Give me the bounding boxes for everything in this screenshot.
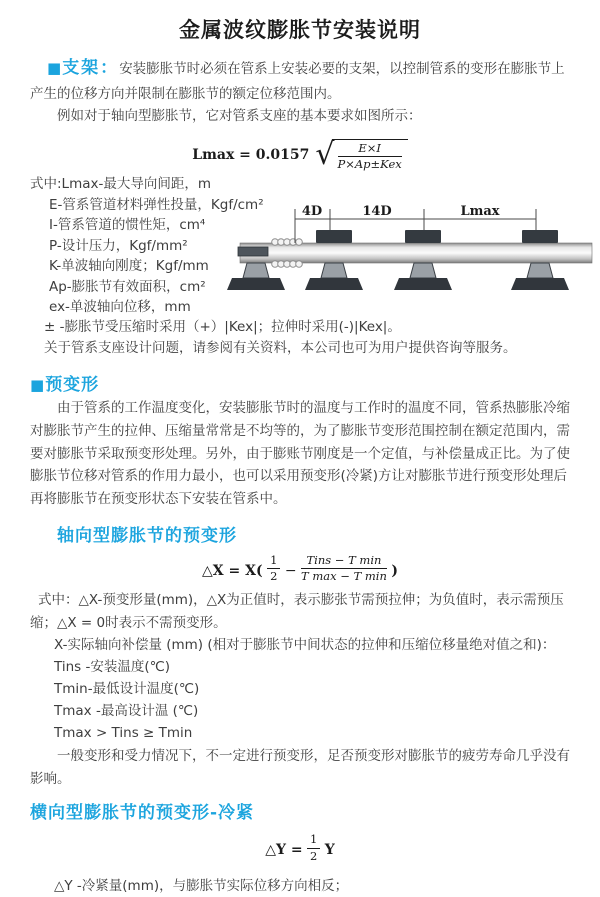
definition-item: 式中:Lmax-最大导向间距，m [30, 176, 212, 193]
minus-sign: − [284, 562, 297, 579]
section-square-icon: ■ [47, 59, 62, 77]
definition-item: Tmin-最低设计温度(℃) [54, 681, 200, 698]
axial-definitions-list [30, 635, 570, 744]
pipe-support-diagram [238, 201, 594, 301]
lmax-formula-numerator: E×I [338, 142, 402, 157]
lateral-formula-rhs: Y [324, 842, 335, 859]
axial-note: 一般变形和受力情况下，不一定进行预变形，足否预变形对膨胀节的疲劳寿命几乎没有影响。 [30, 748, 570, 787]
lmax-formula [30, 139, 570, 171]
lateral-note: △Y -冷紧量(mm)，与膨胀节实际位移方向相反； [54, 877, 349, 894]
axial-formula-lhs: △X = X( [202, 562, 263, 579]
dimension-label-14d: 14D [362, 204, 392, 220]
document-page [0, 14, 600, 897]
temp-frac-denominator: T max − T min [301, 568, 387, 583]
support-section-paragraph [30, 54, 570, 105]
frac-two: 2 [310, 848, 318, 863]
definition-item: Tmax -最高设计温 (℃) [54, 703, 199, 720]
radical-sign: √ [315, 137, 335, 173]
support-section-heading: 支架： [62, 58, 120, 78]
definition-item: Tins -安装温度(℃) [54, 659, 171, 676]
support-intro-text: 安装膨胀节时必须在管系上安装必要的支架，以控制管系的变形在膨胀节上产生的位移方向并限制在膨胀节的额定位移范围内。 [30, 61, 565, 102]
definition-item: X-实际轴向补偿量 (mm) (相对于膨胀节中间状态的拉伸和压缩位移量绝对值之和)： [54, 637, 556, 654]
predeform-section-heading: ■预变形 [30, 375, 100, 396]
axial-formula [30, 554, 570, 583]
lmax-formula-lhs: Lmax = 0.0157 [192, 147, 310, 164]
page-title: 金属波纹膨胀节安装说明 [179, 18, 421, 42]
definition-item: E-管系管道材料弹性投量，Kgf/cm² [49, 196, 264, 213]
axial-formula-rhs: ) [391, 562, 398, 579]
lateral-formula [30, 833, 570, 862]
lateral-formula-lhs: △Y = [265, 842, 303, 859]
predeform-paragraph: 由于管系的工作温度变化，安装膨胀节时的温度与工作时的温度不同，管系热膨胀冷缩对膨胀节产生的拉伸、压缩量常常是不均等的，为了膨胀节变形范围控制在额定范围内，需要对膨胀节采取预变形处理。另外，由于膨账节刚度是一个定值，与补偿量成正比。为了使膨胀节位移对管系的作用力最小，也可以采用预变形(冷紧)方让对膨胀节进行预变形处理后再将膨胀节在预变形状态下安装在管系中。 [30, 400, 570, 507]
temp-frac-numerator: Tins − T min [301, 554, 387, 569]
lateral-subsection-heading: 横向型膨胀节的预变形-冷紧 [30, 803, 255, 824]
definition-item: Ap-膨胀节有效面积，cm² [49, 278, 206, 295]
definition-item: Tmax > Tins ≥ Tmin [54, 725, 193, 742]
dimension-label-4d: 4D [301, 204, 323, 220]
definition-item: ± -膨胀节受压缩时采用（+）|Kex|；拉伸时采用(-)|Kex|。 [44, 319, 401, 336]
support-example-text: 例如对于轴向型膨胀节，它对管系支座的基本要求如图所示： [57, 108, 422, 125]
lmax-formula-denominator: P×Ap±Kex [337, 157, 402, 172]
axial-subsection-heading: 轴向型膨胀节的预变形 [57, 525, 237, 546]
definitions-and-diagram [30, 175, 570, 358]
definition-item: P-设计压力，Kgf/mm² [49, 237, 188, 254]
axial-explanation: 式中：△X-预变形量(mm)，△X为正值时，表示膨张节需预拉伸；为负值时，表示需预压缩；△X = 0时表示不需预变形。 [30, 592, 564, 631]
section-square-icon: ■ [30, 376, 45, 395]
definition-item: ex-单波轴向位移，mm [49, 298, 191, 315]
service-note: 关于管系支座设计问题，请参阅有关资料，本公司也可为用户提供咨询等服务。 [44, 339, 517, 356]
definition-item: I-管系管道的惯性矩，cm⁴ [49, 217, 206, 234]
frac-one: 1 [267, 554, 280, 569]
dimension-label-lmax: Lmax [460, 204, 500, 220]
pipe [240, 243, 592, 263]
frac-two: 2 [270, 568, 278, 583]
definition-item: K-单波轴向刚度；Kgf/mm [49, 258, 209, 275]
frac-one: 1 [307, 833, 320, 848]
